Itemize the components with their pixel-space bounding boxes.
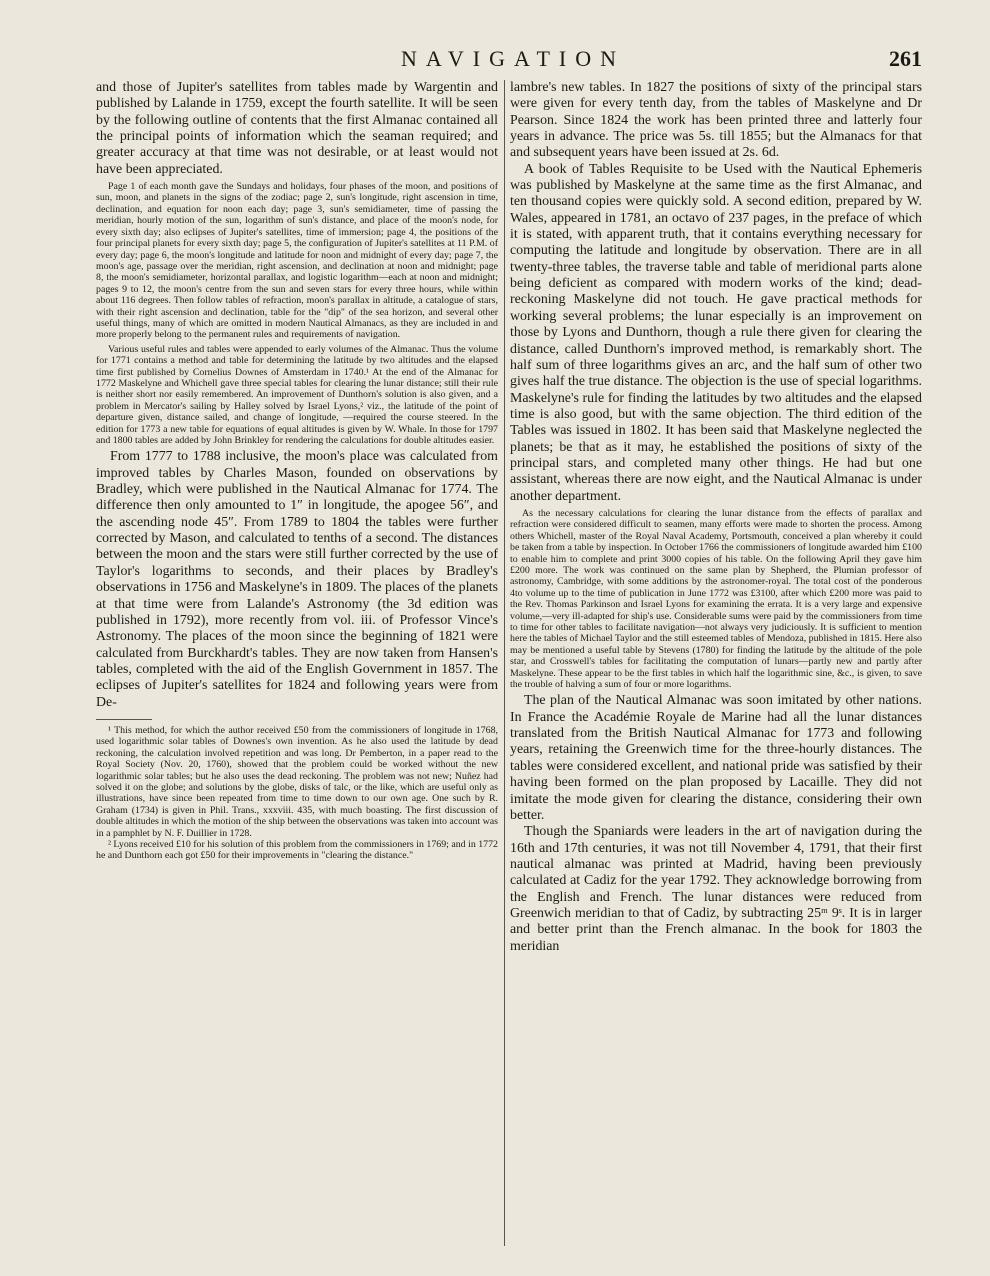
small-print-paragraph: As the necessary calculations for clearing the lunar distance from the effects of parallax and refraction were considered difficult to seamen, many efforts were made to shorten the process. Among others Whichell, master of the Royal Naval Academy, Portsmouth, conceived a plan whereby it could be taken from a table by inspection. In October 1766 the commissioners of longitude awarded him £100 to enable him to complete and print 3000 copies of his table. On the following April they gave him £200 more. The work was continued on the same plan by Shepherd, the Plumian professor of astronomy, Cambridge, with some additions by the astronomer-royal. The total cost of the ponderous 4to volume up to the time of publication in June 1772 was £3100, after which £200 more was paid to the Rev. Thomas Parkinson and Israel Lyons for examining the errata. It is a very large and expensive volume,—very ill-adapted for ship's use. Considerable sums were paid by the commissioners from time to time for other tables to facilitate navigation—not always very judiciously. It is sufficient to mention here the tables of Michael Taylor and the still esteemed tables of Mendoza, published in 1815. Here also may be mentioned a useful table by Stevens (1780) for finding the latitude by the altitude of the pole star, and Crosswell's tables for facilitating the computation of lunars—partly new and partly after Maskelyne. These appear to be the first tables in which half the logarithmic sine, &c., is given, to save the trouble of halving a sum of four or more logarithms. xyxy=(510,507,922,691)
footnote: ² Lyons received £10 for his solution of this problem from the commissioners in 1769; and in 1772 he and Dunthorn each got £50 for their improvements in "clearing the distance." xyxy=(96,838,498,862)
running-title: NAVIGATION xyxy=(400,46,626,71)
right-column xyxy=(510,80,922,1246)
paragraph: From 1777 to 1788 inclusive, the moon's place was calculated from improved tables by Charles Mason, founded on observations by Bradley, which were published in the Nautical Almanac for 1774. The difference then only amounted to 1″ in longitude, the apogee 56″, and the ascending node 45″. From 1789 to 1804 the tables were further corrected by Mason, and calculated to tenths of a second. The distances between the moon and the stars were still further corrected by the use of Taylor's logarithms to seconds, and their places by Bradley's observations in 1756 and Maskelyne's in 1809. The places of the planets at that time were from Lalande's Astronomy (the 3d edition was published in 1792), more recently from vol. iii. of Professor Vince's Astronomy. The places of the moon since the beginning of 1821 were calculated from Burckhardt's tables. They are now taken from Hansen's tables, completed with the aid of the English Government in 1857. The eclipses of Jupiter's satellites for 1824 and following years were from De- xyxy=(96,449,498,710)
small-print-paragraph: Various useful rules and tables were appended to early volumes of the Almanac. Thus the volume for 1771 contains a method and table for determining the latitude by two altitudes and the elapsed time first published by Cornelius Downes of Amsterdam in 1740.¹ At the end of the Almanac for 1772 Maskelyne and Whichell gave three special tables for clearing the lunar distance; still their rule is neither short nor easily remembered. An improvement of Dunthorn's solution is also given, and a problem in Mercator's sailing by Halley solved by Israel Lyons,² viz., the latitude of the point of departure given, distance sailed, and change of longitude, —required the course steered. In the edition for 1773 a new table for equations of equal altitudes is given by W. Whale. In those for 1797 and 1800 tables are added by John Brinkley for rendering the calculations for double altitudes easier. xyxy=(96,343,498,446)
paragraph: and those of Jupiter's satellites from tables made by Wargentin and published by Lalande in 1759, except the fourth satellite. It will be seen by the following outline of contents that the first Almanac contained all the principal points of information which the seaman required; and greater accuracy at that time was not desirable, or at least would not have been appreciated. xyxy=(96,80,498,177)
small-print-paragraph: Page 1 of each month gave the Sundays and holidays, four phases of the moon, and positions of sun, moon, and planets in the signs of the zodiac; page 2, sun's longitude, right ascension in time, declination, and equation for noon each day; page 3, sun's semidiameter, time of passing the meridian, hourly motion of the sun, logarithm of sun's distance, and place of the moon's node, for every sixth day; also eclipses of Jupiter's satellites, time of immersion; page 4, the positions of the four principal planets for every sixth day; page 5, the configuration of Jupiter's satellites at 11 P.M. of every day; page 6, the moon's longitude and latitude for noon and midnight of every day; page 7, the moon's age, passage over the meridian, right ascension, and declination at noon and midnight; page 8, the moon's semidiameter, horizontal parallax, and logistic logarithm—each at noon and midnight; pages 9 to 12, the moon's centre from the sun and seven stars for every three hours, while within about 116 degrees. Then follow tables of refraction, moon's parallax in altitude, a catalogue of stars, with their right ascension and declination, table for the "dip" of the sea horizon, and several other useful things, many of which are omitted in modern Nautical Almanacs, as they are included in and more properly belong to the permanent rules and requirements of navigation. xyxy=(96,181,498,341)
footnote-divider xyxy=(96,719,152,720)
page-number: 261 xyxy=(889,46,922,71)
page-header xyxy=(96,44,930,74)
paragraph: A book of Tables Requisite to be Used with the Nautical Ephemeris was published by Maskelyne at the same time as the first Almanac, and ten thousand copies were quickly sold. A second edition, prepared by W. Wales, appeared in 1781, an octavo of 237 pages, in the preface of which it is stated, with apparent truth, that it contains everything necessary for computing the latitude and longitude by observation. There are in all twenty-three tables, the traverse table and table of meridional parts alone being deficient as compared with modern works of the kind; dead-reckoning Maskelyne did not touch. He gave practical methods for working several problems; the lunar especially is an improvement on those by Lyons and Dunthorn, though a rule there given for clearing the distance, called Dunthorn's improved method, is remarkably short. The half sum of three logarithms gives an arc, and the half sum of other two gives half the true distance. The objection is the use of special logarithms. Maskelyne's rule for finding the latitudes by two altitudes and the elapsed time is also good, but with the same objection. The third edition of the Tables was issued in 1802. It has been said that Maskelyne neglected the planets; be that as it may, he established the positions of sixty of the principal stars, and completed many other things. He had but one assistant, whereas there are now eight, and the Nautical Almanac is under another department. xyxy=(510,161,922,504)
paragraph: The plan of the Nautical Almanac was soon imitated by other nations. In France the Académie Royale de Marine had all the lunar distances translated from the British Nautical Almanac for 1773 and following years, retaining the Greenwich time for the three-hourly distances. The tables were considered excellent, and national pride was satisfied by their having been formed on the plan proposed by Lacaille. They did not imitate the mode given for clearing the distance, considering their own better. xyxy=(510,693,922,823)
column-divider xyxy=(504,80,505,1246)
paragraph: Though the Spaniards were leaders in the art of navigation during the 16th and 17th centuries, it was not till November 4, 1791, that their first nautical almanac was printed at Madrid, having been previously calculated at Cadiz for the year 1792. They acknowledge borrowing from the English and French. The lunar distances were reduced from Greenwich meridian to that of Cadiz, by subtracting 25ᵐ 9ˢ. It is in larger and better print than the French almanac. In the book for 1803 the meridian xyxy=(510,824,922,954)
paragraph: lambre's new tables. In 1827 the positions of sixty of the principal stars were given for every tenth day, from the tables of Maskelyne and Dr Pearson. Since 1824 the work has been printed three and latterly four years in advance. The price was 5s. till 1855; but the Almanacs for that and subsequent years have been issued at 2s. 6d. xyxy=(510,80,922,161)
footnote: ¹ This method, for which the author received £50 from the commissioners of longitude in 1768, used logarithmic solar tables of Downes's own invention. As he also used the latitude by dead reckoning, the calculation involved repetition and was long. Dr Pemberton, in a paper read to the Royal Society (Nov. 20, 1760), showed that the problem could be worked without the new logarithmic solar tables; but he also uses the dead reckoning. The problem was not new; Nuñez had solved it on the globe; and solutions by the globe, disks of talc, or the like, which are useful only as illustrations, have since been repeated from time to time down to our own age. One such by R. Graham (1734) is given in Phil. Trans., xxxviii. 435, with much boasting. The first discussion of double altitudes in which the motion of the ship between the observations was taken into account was in a pamphlet by N. F. Duillier in 1728. xyxy=(96,724,498,839)
left-column xyxy=(96,80,498,1246)
